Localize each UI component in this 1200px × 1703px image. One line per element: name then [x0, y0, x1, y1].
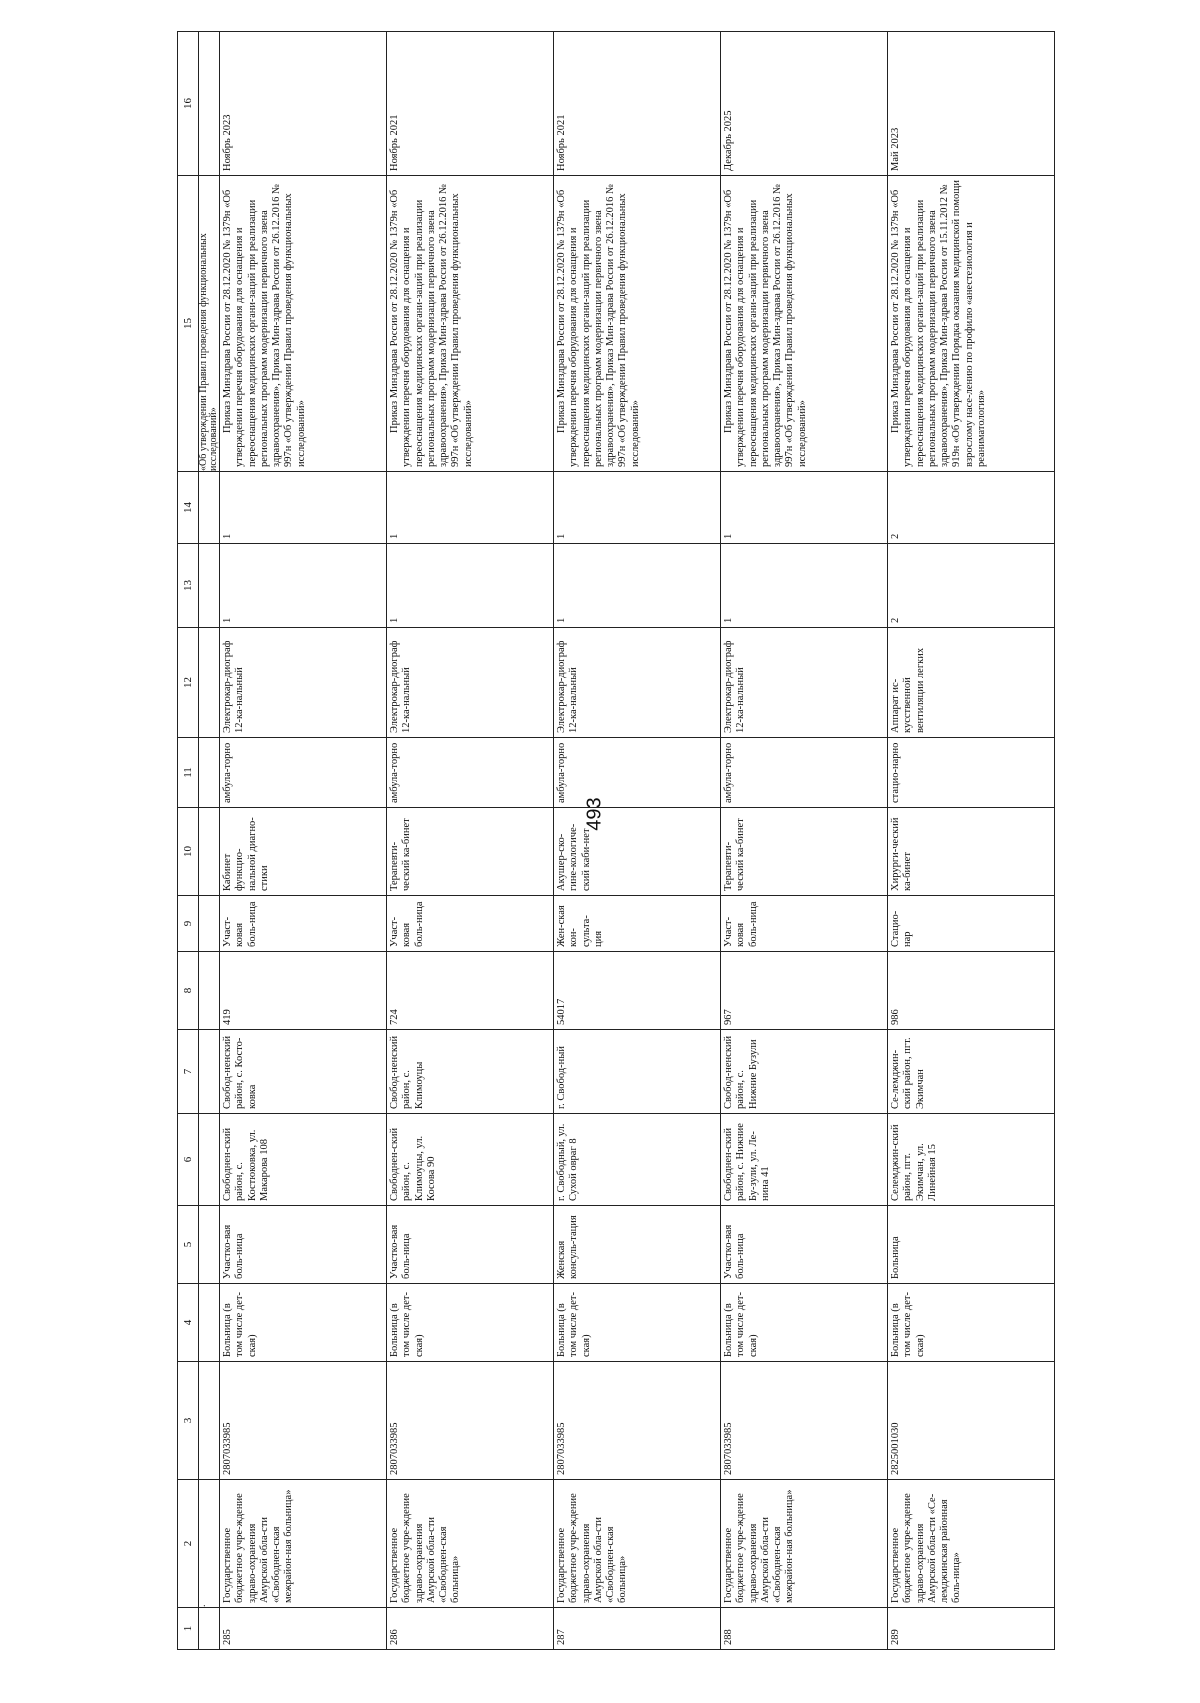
legal-basis-text: Приказ Минздрава России от 28.12.2020 № 1379н «Об утверждении перечня оборудования для оснащения и переоснащения медицинских органи-заций при реализации региональных программ модернизации первичного звена здравоохранения», Приказ Мин-здрава России от 26.12.2016 № 997н «Об утверждении Правил проведения функциональных исследований»	[389, 183, 474, 467]
deadline: Ноябрь 2023	[220, 32, 387, 176]
table-row	[220, 32, 387, 1650]
column-number: 3	[178, 1362, 199, 1480]
locality: г. Свобод-ный	[554, 1030, 721, 1114]
unit: Участ-ковая боль-ница	[387, 896, 554, 952]
equipment: Электрокар-диограф 12-ка-нальный	[554, 628, 721, 738]
inn: 2825001030	[888, 1362, 1055, 1480]
legal-basis-text: Приказ Минздрава России от 28.12.2020 № 1379н «Об утверждении перечня оборудования для оснащения и переоснащения медицинских органи-заций при реализации региональных программ модернизации первичного звена здравоохранения», Приказ Мин-здрава России от 26.12.2016 № 997н «Об утверждении Правил проведения функциональных исследований»	[222, 183, 307, 467]
locality: Се-лемджин-ский район, пгт. Экимчан	[888, 1030, 1055, 1114]
continuation-row	[199, 32, 220, 1650]
legal-basis-text: Приказ Минздрава России от 28.12.2020 № 1379н «Об утверждении перечня оборудования для оснащения и переоснащения медицинских органи-заций при реализации региональных программ модернизации первичного звена здравоохранения», Приказ Мин-здрава России от 26.12.2016 № 997н «Об утверждении Правил проведения функциональных исследований»	[723, 183, 808, 467]
table-row	[554, 32, 721, 1650]
address: Свободнен-ский район, с. Костюковка, ул. Макарова 108	[220, 1114, 387, 1206]
room: Терапевти-ческий ка-бинет	[721, 808, 888, 896]
subdivision: Участко-вая боль-ница	[721, 1206, 888, 1284]
quantity-required: 1	[554, 544, 721, 628]
room: Терапевти-ческий ка-бинет	[387, 808, 554, 896]
quantity-planned: 2	[888, 472, 1055, 544]
column-number: 8	[178, 952, 199, 1030]
organization-name: Государственное бюджетное учре-ждение здраво-охранения Амурской обла-сти «Свободнен-ская больница»	[387, 1480, 554, 1608]
unit: Участ-ковая боль-ница	[220, 896, 387, 952]
column-number: 11	[178, 738, 199, 808]
quantity-planned: 1	[721, 472, 888, 544]
column-number: 10	[178, 808, 199, 896]
room: Кабинет функцио-нальной диагно-стики	[220, 808, 387, 896]
equipment: Электрокар-диограф 12-ка-нальный	[220, 628, 387, 738]
code: 54017	[554, 952, 721, 1030]
organization-type: Больница (в том числе дет-ская)	[721, 1284, 888, 1362]
column-number: 7	[178, 1030, 199, 1114]
table-row	[888, 32, 1055, 1650]
deadline: Ноябрь 2021	[387, 32, 554, 176]
care-mode: амбула-торно	[721, 738, 888, 808]
code: 724	[387, 952, 554, 1030]
code: 986	[888, 952, 1055, 1030]
address: Селемджин-ский район, пгт. Экимчан, ул. Линейная 15	[888, 1114, 1055, 1206]
quantity-planned: 1	[387, 472, 554, 544]
continuation-mark: .	[199, 1480, 220, 1608]
care-mode: амбула-торно	[387, 738, 554, 808]
care-mode: амбула-торно	[220, 738, 387, 808]
room: Хирурги-ческий ка-бинет	[888, 808, 1055, 896]
quantity-required: 1	[387, 544, 554, 628]
equipment: Электрокар-диограф 12-ка-нальный	[387, 628, 554, 738]
table-row	[387, 32, 554, 1650]
code: 419	[220, 952, 387, 1030]
row-number: 289	[888, 1608, 1055, 1650]
legal-basis	[220, 176, 387, 472]
column-number: 15	[178, 176, 199, 472]
room: Акушер-ско-гине-кологиче-ский каби-нет	[554, 808, 721, 896]
column-number: 12	[178, 628, 199, 738]
quantity-required: 1	[721, 544, 888, 628]
column-number: 6	[178, 1114, 199, 1206]
locality: Свобод-ненский район, с. Нижние Бузули	[721, 1030, 888, 1114]
quantity-planned: 1	[220, 472, 387, 544]
quantity-planned: 1	[554, 472, 721, 544]
address: Свободнен-ский район, с. Нижние Бу-зули, ул. Ле-нина 41	[721, 1114, 888, 1206]
column-number: 9	[178, 896, 199, 952]
organization-name: Государственное бюджетное учре-ждение здраво-охранения Амурской обла-сти «Се-лемджинская районная боль-ница»	[888, 1480, 1055, 1608]
deadline: Ноябрь 2021	[554, 32, 721, 176]
unit: Стацио-нар	[888, 896, 1055, 952]
row-number: 287	[554, 1608, 721, 1650]
column-number: 13	[178, 544, 199, 628]
unit: Участ-ковая боль-ница	[721, 896, 888, 952]
column-number: 2	[178, 1480, 199, 1608]
equipment: Аппарат ис-кусственной вентиляции легких	[888, 628, 1055, 738]
deadline: Декабрь 2025	[721, 32, 888, 176]
row-number: 285	[220, 1608, 387, 1650]
organization-type: Больница (в том числе дет-ская)	[888, 1284, 1055, 1362]
equipment: Электрокар-диограф 12-ка-нальный	[721, 628, 888, 738]
address: г. Свободный, ул. Сухой овраг 8	[554, 1114, 721, 1206]
continuation-basis: «Об утверждении Правил проведения функциональных исследований»	[199, 176, 220, 472]
page-number: 493	[583, 797, 606, 831]
legal-basis	[554, 176, 721, 472]
rotated-table-sheet	[177, 32, 1052, 1650]
column-number: 5	[178, 1206, 199, 1284]
organization-type: Больница (в том числе дет-ская)	[220, 1284, 387, 1362]
row-number: 286	[387, 1608, 554, 1650]
organization-name: Государственное бюджетное учре-ждение здраво-охранения Амурской обла-сти «Свободнен-ская межрайон-ная больница»	[220, 1480, 387, 1608]
inn: 2807033985	[220, 1362, 387, 1480]
column-number: 1	[178, 1608, 199, 1650]
column-number-row	[178, 32, 199, 1650]
inn: 2807033985	[554, 1362, 721, 1480]
code: 967	[721, 952, 888, 1030]
equipment-table	[177, 31, 1055, 1650]
row-number: 288	[721, 1608, 888, 1650]
legal-basis	[387, 176, 554, 472]
deadline: Май 2023	[888, 32, 1055, 176]
legal-basis-text: Приказ Минздрава России от 28.12.2020 № 1379н «Об утверждении перечня оборудования для оснащения и переоснащения медицинских органи-заций при реализации региональных программ модернизации первичного звена здравоохранения», Приказ Мин-здрава России от 26.12.2016 № 997н «Об утверждении Правил проведения функциональных исследований»	[556, 183, 641, 467]
column-number: 4	[178, 1284, 199, 1362]
care-mode: стацио-нарно	[888, 738, 1055, 808]
column-number: 14	[178, 472, 199, 544]
locality: Свобод-ненский район, с. Климоуцы	[387, 1030, 554, 1114]
column-number: 16	[178, 32, 199, 176]
legal-basis	[721, 176, 888, 472]
care-mode: амбула-торно	[554, 738, 721, 808]
organization-type: Больница (в том числе дет-ская)	[554, 1284, 721, 1362]
organization-name: Государственное бюджетное учре-ждение здраво-охранения Амурской обла-сти «Свободнен-ская больница»	[554, 1480, 721, 1608]
subdivision: Участко-вая боль-ница	[220, 1206, 387, 1284]
subdivision: Больница	[888, 1206, 1055, 1284]
subdivision: Женская консуль-тация	[554, 1206, 721, 1284]
table-row	[721, 32, 888, 1650]
locality: Свобод-ненский район, с. Косто-ковка	[220, 1030, 387, 1114]
inn: 2807033985	[721, 1362, 888, 1480]
organization-name: Государственное бюджетное учре-ждение здраво-охранения Амурской обла-сти «Свободнен-ская межрайон-ная больница»	[721, 1480, 888, 1608]
table-body	[178, 32, 1055, 1650]
quantity-required: 2	[888, 544, 1055, 628]
quantity-required: 1	[220, 544, 387, 628]
legal-basis-text: Приказ Минздрава России от 28.12.2020 № 1379н «Об утверждении перечня оборудования для оснащения и переоснащения медицинских органи-заций при реализации региональных программ модернизации первичного звена здравоохранения», Приказ Мин-здрава России от 15.11.2012 № 919н «Об утверждении Порядка оказания медицинской помощи взрослому насе-лению по профилю «анестезиология и реаниматология»	[890, 180, 988, 467]
organization-type: Больница (в том числе дет-ская)	[387, 1284, 554, 1362]
legal-basis	[888, 176, 1055, 472]
subdivision: Участко-вая боль-ница	[387, 1206, 554, 1284]
inn: 2807033985	[387, 1362, 554, 1480]
address: Свободнен-ский район, с. Климоуцы, ул. Косова 90	[387, 1114, 554, 1206]
unit: Жен-ская кон-сульта-ция	[554, 896, 721, 952]
